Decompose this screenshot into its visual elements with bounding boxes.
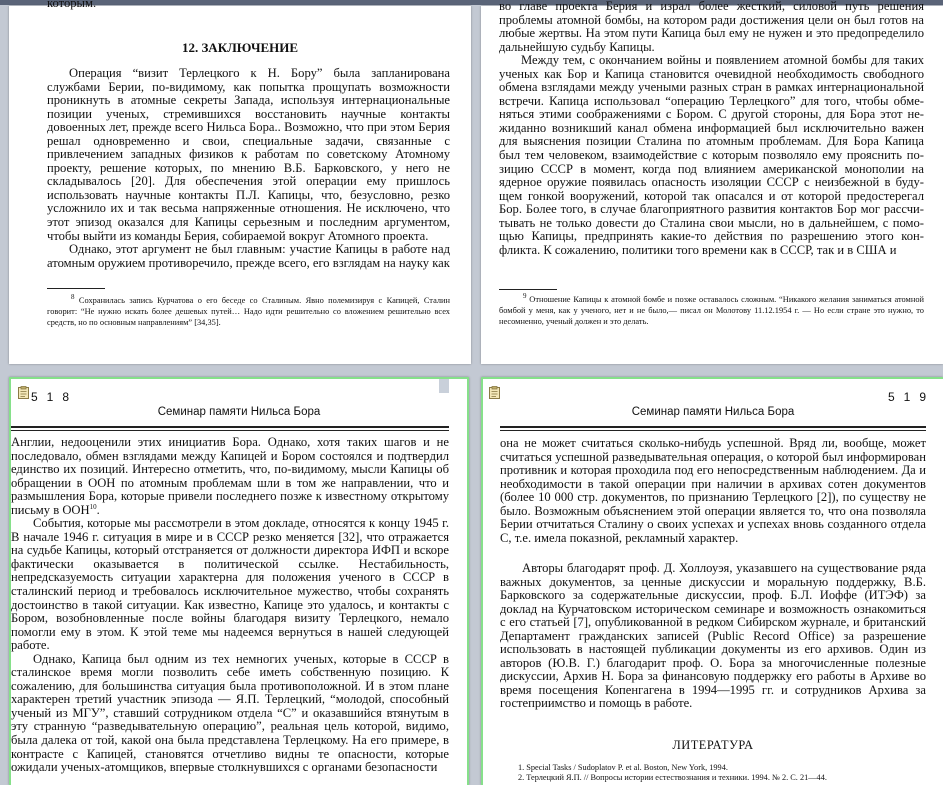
header-rule <box>11 426 449 428</box>
paragraph: Англии, недооценили этих инициатив Бора. Однако, хотя таких шагов и не последовало, обмен взглядами между Капицей и Бором состоялся и подтвердил единство их позиций. Интересно отметить, что, по-видимому, мысли Капицы об обращении в ООН по атомным проблемам шли в том же направлении, что и размышления Бора, которые привели последнего позже к известному открытому письму в ООН <box>11 435 449 517</box>
page-518[interactable] <box>9 377 469 785</box>
footnote-text: Сохранилась запись Курчатова о его беседе со Сталиным. Явно полемизируя с Капицей, Сталин говорит: “Не нужно искать более дешевых путей… Надо идти решительно со вложением решительно всех средств, но по основным направлениям” [34,35]. <box>47 296 451 327</box>
footnote-mark: 8 <box>71 293 75 302</box>
page-number: 518 <box>31 390 79 404</box>
paragraph-end: . <box>96 502 100 517</box>
footnote <box>47 295 450 328</box>
body-text <box>11 436 449 775</box>
running-head: Семинар памяти Нильса Бора <box>631 406 795 418</box>
body-text <box>499 0 924 257</box>
running-head: Семинар памяти Нильса Бора <box>157 406 321 418</box>
reference-item: 1. Special Tasks / Sudoplatov P. et al. Boston, New York, 1994. <box>518 763 728 772</box>
body-text <box>47 67 450 270</box>
section-title: 12. ЗАКЛЮЧЕНИЕ <box>181 40 299 55</box>
footnote-rule <box>499 289 557 290</box>
literature-heading: ЛИТЕРАТУРА <box>672 738 754 752</box>
footnote <box>499 294 924 327</box>
footnote-rule <box>47 288 105 289</box>
paragraph: Между тем, с окончанием войны и появлением атомной бомбы для таких ученых как Бор и Капица становится очевидной необходимость свободного обмена взглядами между учеными разных стран в рамках интернациональной встречи. Капица использовал “операцию Терлецкого” для того, чтобы обменяться этими соображениями с Бором. С другой стороны, для Бора этот нежиданно возникший канал обмена информацией был исключительно важен для выяснения позиции Сталина по атомным проблемам. Для Бора Капица был тем человеком, взаимодействие с которым позволяло ему прояснить позицию СССР в момент, когда под влиянием американской монополии на ядерное оружие появилась опасность изоляции СССР с неизбежной в будущем гонкой вооружений, которой так опасался и от которой предостерегал Бор. Более того, в случае благоприятного развития контактов Бор мог рассчитывать не только довести до Сталина свои мысли, но в дальнейшем, с помощью Капицы, предпринять какие-то действия по разрешению этого конфликта. К сожалению, политики того времени как в СССР, так и в США и <box>499 53 924 257</box>
note-icon[interactable] <box>489 386 500 399</box>
page-top-left[interactable] <box>9 0 471 364</box>
header-rule <box>11 430 449 431</box>
footnote-mark: 9 <box>523 292 527 301</box>
paragraph: Операция “визит Терлецкого к Н. Бору” была запланирована службами Берии, по-видимому, как попытка прощупать возможности проникнуть в атомные секреты Запада, используя интернациональные позиции ученых, стремившихся восстановить научные контакты довоенных лет, прежде всего Нильса Бора.. Возможно, что при этом Берия решал одновременно и свои, специальные задачи, связанные с привлечением западных физиков к работам по советскому Атомному проекту, решение которых, по мнению В.Б. Барковского, у него не складывалось [20]. Для обеспечения этой операции ему пришлось использовать научные контакты П.Л. Капицы, что, безусловно, резко усложнило их и так весьма напряженные отношения. Не исключено, что этот эпизод оказался для Капицы серьезным и последним аргументом, чтобы выйти из команды Берия, собираемой вокруг Атомного проекта. <box>47 66 450 243</box>
header-rule <box>500 426 926 428</box>
reference-item: 2. Терлецкий Я.П. // Вопросы истории естествознания и техники. 1994. № 2. С. 21—44. <box>518 773 827 782</box>
paragraph: она не может считаться сколько-нибудь успешной. Вряд ли, вообще, может считаться успешной разведывательная операция, о которой был информирован противник и которая проходила под его непосредственным наблюдением. Да и необходимости в такой операции при наличии в архивах сотен документов (более 10 000 стр. документов, по признанию Терлецкого [2]), по существу не было. Возможным объяснением этой операции является то, что она позволяла Берии отчитаться Сталину о своих успехах и успехах вновь созданного отдела С, т.е. имела показной, рекламный характер. <box>500 436 926 545</box>
page-number: 519 <box>888 390 936 404</box>
header-rule <box>500 430 926 431</box>
paragraph: Однако, Капица был одним из тех немногих ученых, которые в СССР в сталинское время могли позволить себе иметь собственную позицию. К сожалению, для большинства ситуация была противоположной. И в этом плане характерен третий участник эпизода — Я.П. Терлецкий, “молодой, способный ученый из МГУ”, ставший сотрудником отдела “С” и оказавшийся втянутым в эту странную “разведывательную операцию”, реальная цель которой, видимо, была далека от той, какой она была представлена Терлецкому. На его примере, в контрасте с Капицей, становятся отчетливо видны те опасности, которые ожидали ученых-атомщиков, впервые столкнувшихся с органами безопасности <box>11 651 449 775</box>
references-list <box>518 763 918 783</box>
footnote-ref: 10 <box>89 502 97 511</box>
paragraph: Авторы благодарят проф. Д. Холлоуэя, указавшего на существование ряда важных документов, за ценные дискуссии и моральную поддержку, В.Б. Барковского за содержательные дискуссии, проф. Б.Л. Иоффе (ИТЭФ) за доклад на Курчатовском историческом семинаре и возможность ознакомиться с его статьей [7], опубликованной в редком Сибирском журнале, и британский Департамент гражданских записей (Public Record Office) за разрешение использовать в настоящей публикации документы из его архивов. Один из авторов (Ю.В. Г.) благодарит проф. О. Бора за многочисленные полезные дискуссии, Архив Н. Бора за финансовую поддержку его работы в Архиве во время посещения Копенгагена в 1994—1995 гг. и сотрудников Архива за гостеприимство и помощь в работе. <box>500 561 926 711</box>
page-corner-tab <box>439 379 449 393</box>
acknowledgements <box>500 562 926 711</box>
paragraph: События, которые мы рассмотрели в этом докладе, относятся к концу 1945 г. В начале 1946 г. ситуация в мире и в СССР резко меняется [32], что отражается на судьбе Капицы, который отстраняется от должности директора ИФП и вскоре фактически оказывается в политической ссылке. Нестабильность, непредсказуемость ситуации характерна для положения ученого в СССР в сталинский период и требовалось исключительное мужество, чтобы сохранять достоинство в такой ситуации. Как известно, Капице это удалось, и контакты с Бором, возобновленные после войны благодаря визиту Терлецкого, немало помогли ему в этом. К этой теме мы надеемся вернуться в нашей следующей работе. <box>11 516 449 653</box>
page-top-right[interactable] <box>481 0 943 364</box>
footnote-text: Отношение Капицы к атомной бомбе и позже оставалось сложным. “Никакого желания заниматься атомной бомбой у меня, как у ученого, нет и не было,— писал он Молотову 11.12.1954 г. — Но если стране это нужно, то несомненно, ученый должен и это делать. <box>499 295 924 326</box>
cut-top-line: которым. <box>47 0 97 10</box>
page-519[interactable] <box>481 377 943 785</box>
paragraph: Однако, этот аргумент не был главным: участие Капицы в работе над атомным оружием противоречило, прежде всего, его взглядам на науку как <box>47 242 450 270</box>
body-text <box>500 437 926 545</box>
note-icon[interactable] <box>18 386 29 399</box>
paragraph: во главе проекта Берия и израл более жесткий, силовой путь решения проблемы атомной бомбы, на котором ради достижения цели он был готов на любые жертвы. На этом пути Капица был ему не нужен и это предопределило дальнейшую судьбу Капицы. <box>499 0 924 54</box>
